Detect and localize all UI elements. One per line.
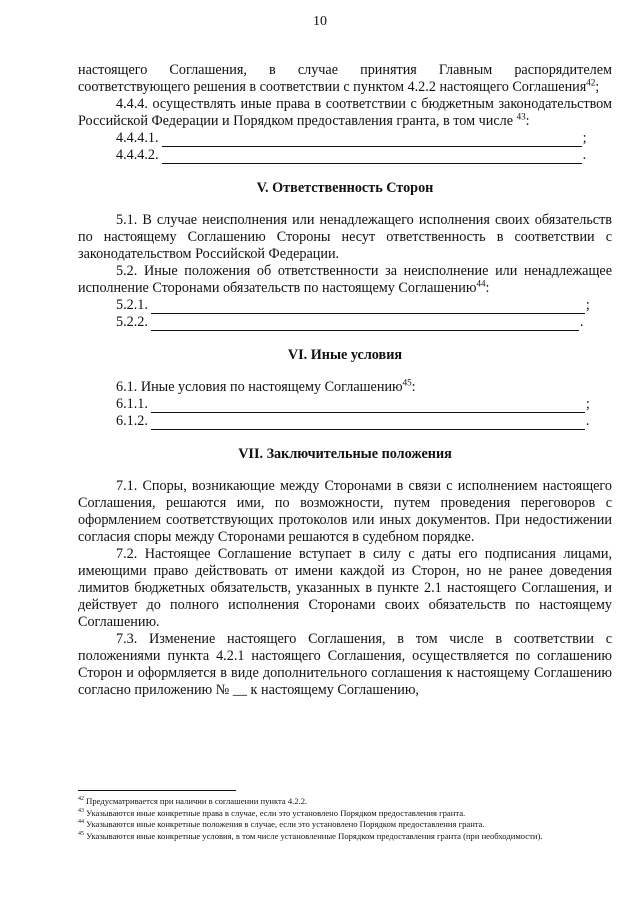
paragraph-continuation: настоящего Соглашения, в случае принятия Главным распорядителем соответствующего решения в соответствии с пунктом 4.2.2 настоящего Соглашения$^{42}$;: [78, 62, 612, 95]
footnote-number: 45: [78, 830, 84, 837]
blank-line: [151, 416, 585, 430]
footnote-ref-44: 44: [476, 278, 486, 289]
document-body: [78, 62, 612, 699]
paragraph-text: 4.4.4. осуществлять иные права в соответствии с бюджетным законодательством Российской Федерации и Порядком предоставления гранта, в том числе: [78, 96, 612, 129]
paragraph-text: 5.2. Иные положения об ответственности за неисполнение или ненадлежащее исполнение Сторонами обязательств по настоящему Соглашению: [78, 263, 612, 296]
item-number: 6.1.1.: [116, 396, 148, 412]
footnote-ref-45: 45: [402, 377, 412, 388]
fill-line-4-4-4-1: [116, 130, 612, 147]
item-number: 6.1.2.: [116, 413, 148, 429]
footnote-42: [78, 796, 618, 808]
footnote-43: [78, 808, 618, 820]
footnote-ref-43: 43: [516, 111, 526, 122]
item-number: 5.2.2.: [116, 314, 148, 330]
footnote-45: [78, 831, 618, 843]
item-number: 5.2.1.: [116, 297, 148, 313]
colon-mark: :: [411, 379, 416, 395]
item-end: .: [579, 314, 584, 330]
fill-line-6-1-2: [116, 413, 612, 430]
colon-mark: :: [525, 113, 530, 129]
item-end: .: [585, 413, 590, 429]
section-heading-7: VII. Заключительные положения: [238, 446, 452, 462]
footnote-number: 43: [78, 807, 84, 814]
footnote-ref-42: 42: [586, 77, 596, 88]
paragraph-5-2: [78, 263, 612, 297]
footnote-text: Указываются иные конкретные положения в случае, если это установлено Порядком предоставления гранта.: [86, 819, 485, 829]
blank-line: [162, 150, 582, 164]
blank-line: [151, 317, 579, 331]
footnote-44: [78, 819, 618, 831]
footnotes: [78, 796, 618, 842]
paragraph-7-1: 7.1. Споры, возникающие между Сторонами в связи с исполнением настоящего Соглашения, решаются ими, по возможности, путем проведения переговоров с оформлением соответствующих протоколов или иных документов. При недостижении согласия споры между Сторонами решаются в судебном порядке.: [78, 478, 612, 545]
fill-line-4-4-4-2: [116, 147, 612, 164]
footnote-number: 44: [78, 819, 84, 826]
footnote-text: Указываются иные конкретные условия, в том числе установленные Порядком предоставления гранта (при необходимости).: [86, 830, 543, 841]
section-heading-5: V. Ответственность Сторон: [256, 180, 434, 196]
item-number: 4.4.4.1.: [116, 130, 159, 146]
paragraph-text: настоящего Соглашения, в случае принятия Главным распорядителем соответствующего решения в соответствии с пунктом 4.2.2 настоящего Соглашения: [78, 62, 612, 95]
paragraph-6-1: [78, 379, 612, 396]
item-end: ;: [585, 396, 590, 412]
footnote-text: Указываются иные конкретные права в случае, если это установлено Порядком предоставления гранта.: [86, 807, 466, 818]
section-heading-6: VI. Иные условия: [287, 347, 403, 363]
item-end: ;: [582, 130, 587, 146]
footnote-text: Предусматривается при наличии в соглашении пункта 4.2.2.: [86, 796, 308, 806]
item-end: ;: [585, 297, 590, 313]
paragraph-7-2: 7.2. Настоящее Соглашение вступает в силу с даты его подписания лицами, имеющими право действовать от имени каждой из Сторон, но не ранее доведения лимитов бюджетных обязательств, указанных в пункте 2.1 настоящего Соглашения, и действует до полного исполнения Сторонами своих обязательств по настоящему Соглашению.: [78, 546, 612, 630]
colon-mark: :: [485, 280, 490, 296]
blank-line: [151, 399, 585, 413]
blank-line: [151, 300, 585, 314]
footnote-separator: [78, 790, 236, 791]
fill-line-6-1-1: [116, 396, 612, 413]
paragraph-5-1: 5.1. В случае неисполнения или ненадлежащего исполнения своих обязательств по настоящему Соглашению Стороны несут ответственность в соответствии с законодательством Российской Федерации.: [78, 212, 612, 262]
paragraph-text: 6.1. Иные условия по настоящему Соглашению: [116, 379, 403, 395]
fill-line-5-2-2: [116, 314, 612, 331]
page-number: 10: [313, 14, 327, 29]
item-end: .: [582, 147, 587, 163]
blank-line: [162, 133, 582, 147]
item-number: 4.4.4.2.: [116, 147, 159, 163]
paragraph-7-3: 7.3. Изменение настоящего Соглашения, в том числе в соответствии с положениями пункта 4.2.1 настоящего Соглашения, осуществляется по соглашению Сторон и оформляется в виде дополнительного соглашения к настоящему Соглашению согласно приложению № __ к настоящему Соглашению,: [78, 631, 612, 698]
footnote-number: 42: [78, 796, 84, 803]
paragraph-4-4-4: [78, 96, 612, 130]
fill-line-5-2-1: [116, 297, 612, 314]
